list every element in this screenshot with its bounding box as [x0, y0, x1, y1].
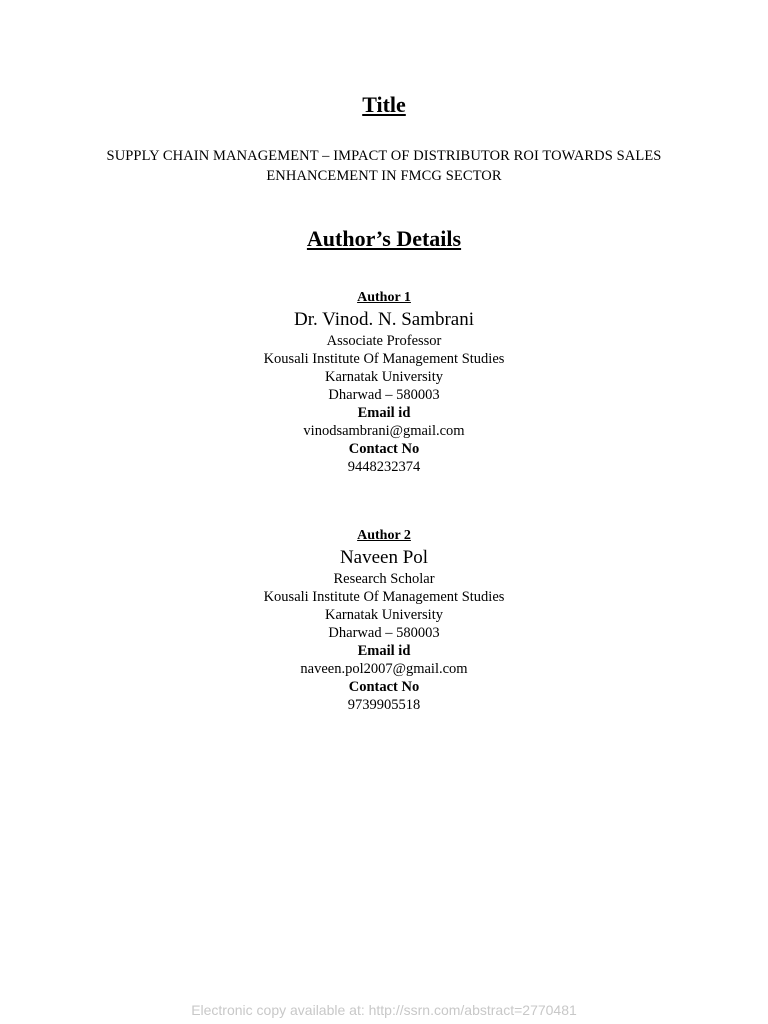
author-label: Author 1: [357, 290, 411, 305]
email-label: Email id: [357, 405, 411, 421]
author-name: Dr. Vinod. N. Sambrani: [293, 309, 475, 330]
author-university: Karnatak University: [325, 369, 443, 385]
author-city: Dharwad – 580003: [328, 387, 440, 403]
author-institute: Kousali Institute Of Management Studies: [263, 351, 505, 367]
author-email: naveen.pol2007@gmail.com: [300, 661, 468, 677]
author-name: Naveen Pol: [339, 547, 429, 568]
contact-label: Contact No: [348, 679, 420, 695]
author-contact: 9739905518: [347, 697, 421, 713]
authors-heading: Author’s Details: [306, 226, 462, 251]
title-heading: Title: [362, 92, 406, 117]
contact-label: Contact No: [348, 441, 420, 457]
paper-title: [60, 146, 708, 186]
author-email: vinodsambrani@gmail.com: [303, 423, 465, 439]
author-1-block: [0, 288, 768, 476]
author-designation: Associate Professor: [326, 333, 442, 349]
paper-title-line-2: ENHANCEMENT IN FMCG SECTOR: [266, 168, 502, 184]
author-city: Dharwad – 580003: [328, 625, 440, 641]
ssrn-footer-link[interactable]: Electronic copy available at: http://ssrn.com/abstract=2770481: [191, 1002, 577, 1018]
paper-title-line-1: SUPPLY CHAIN MANAGEMENT – IMPACT OF DISTRIBUTOR ROI TOWARDS SALES: [106, 148, 662, 164]
email-label: Email id: [357, 643, 411, 659]
author-2-block: [0, 526, 768, 714]
author-label: Author 2: [357, 528, 411, 543]
author-designation: Research Scholar: [333, 571, 435, 587]
author-contact: 9448232374: [347, 459, 421, 475]
author-university: Karnatak University: [325, 607, 443, 623]
author-institute: Kousali Institute Of Management Studies: [263, 589, 505, 605]
